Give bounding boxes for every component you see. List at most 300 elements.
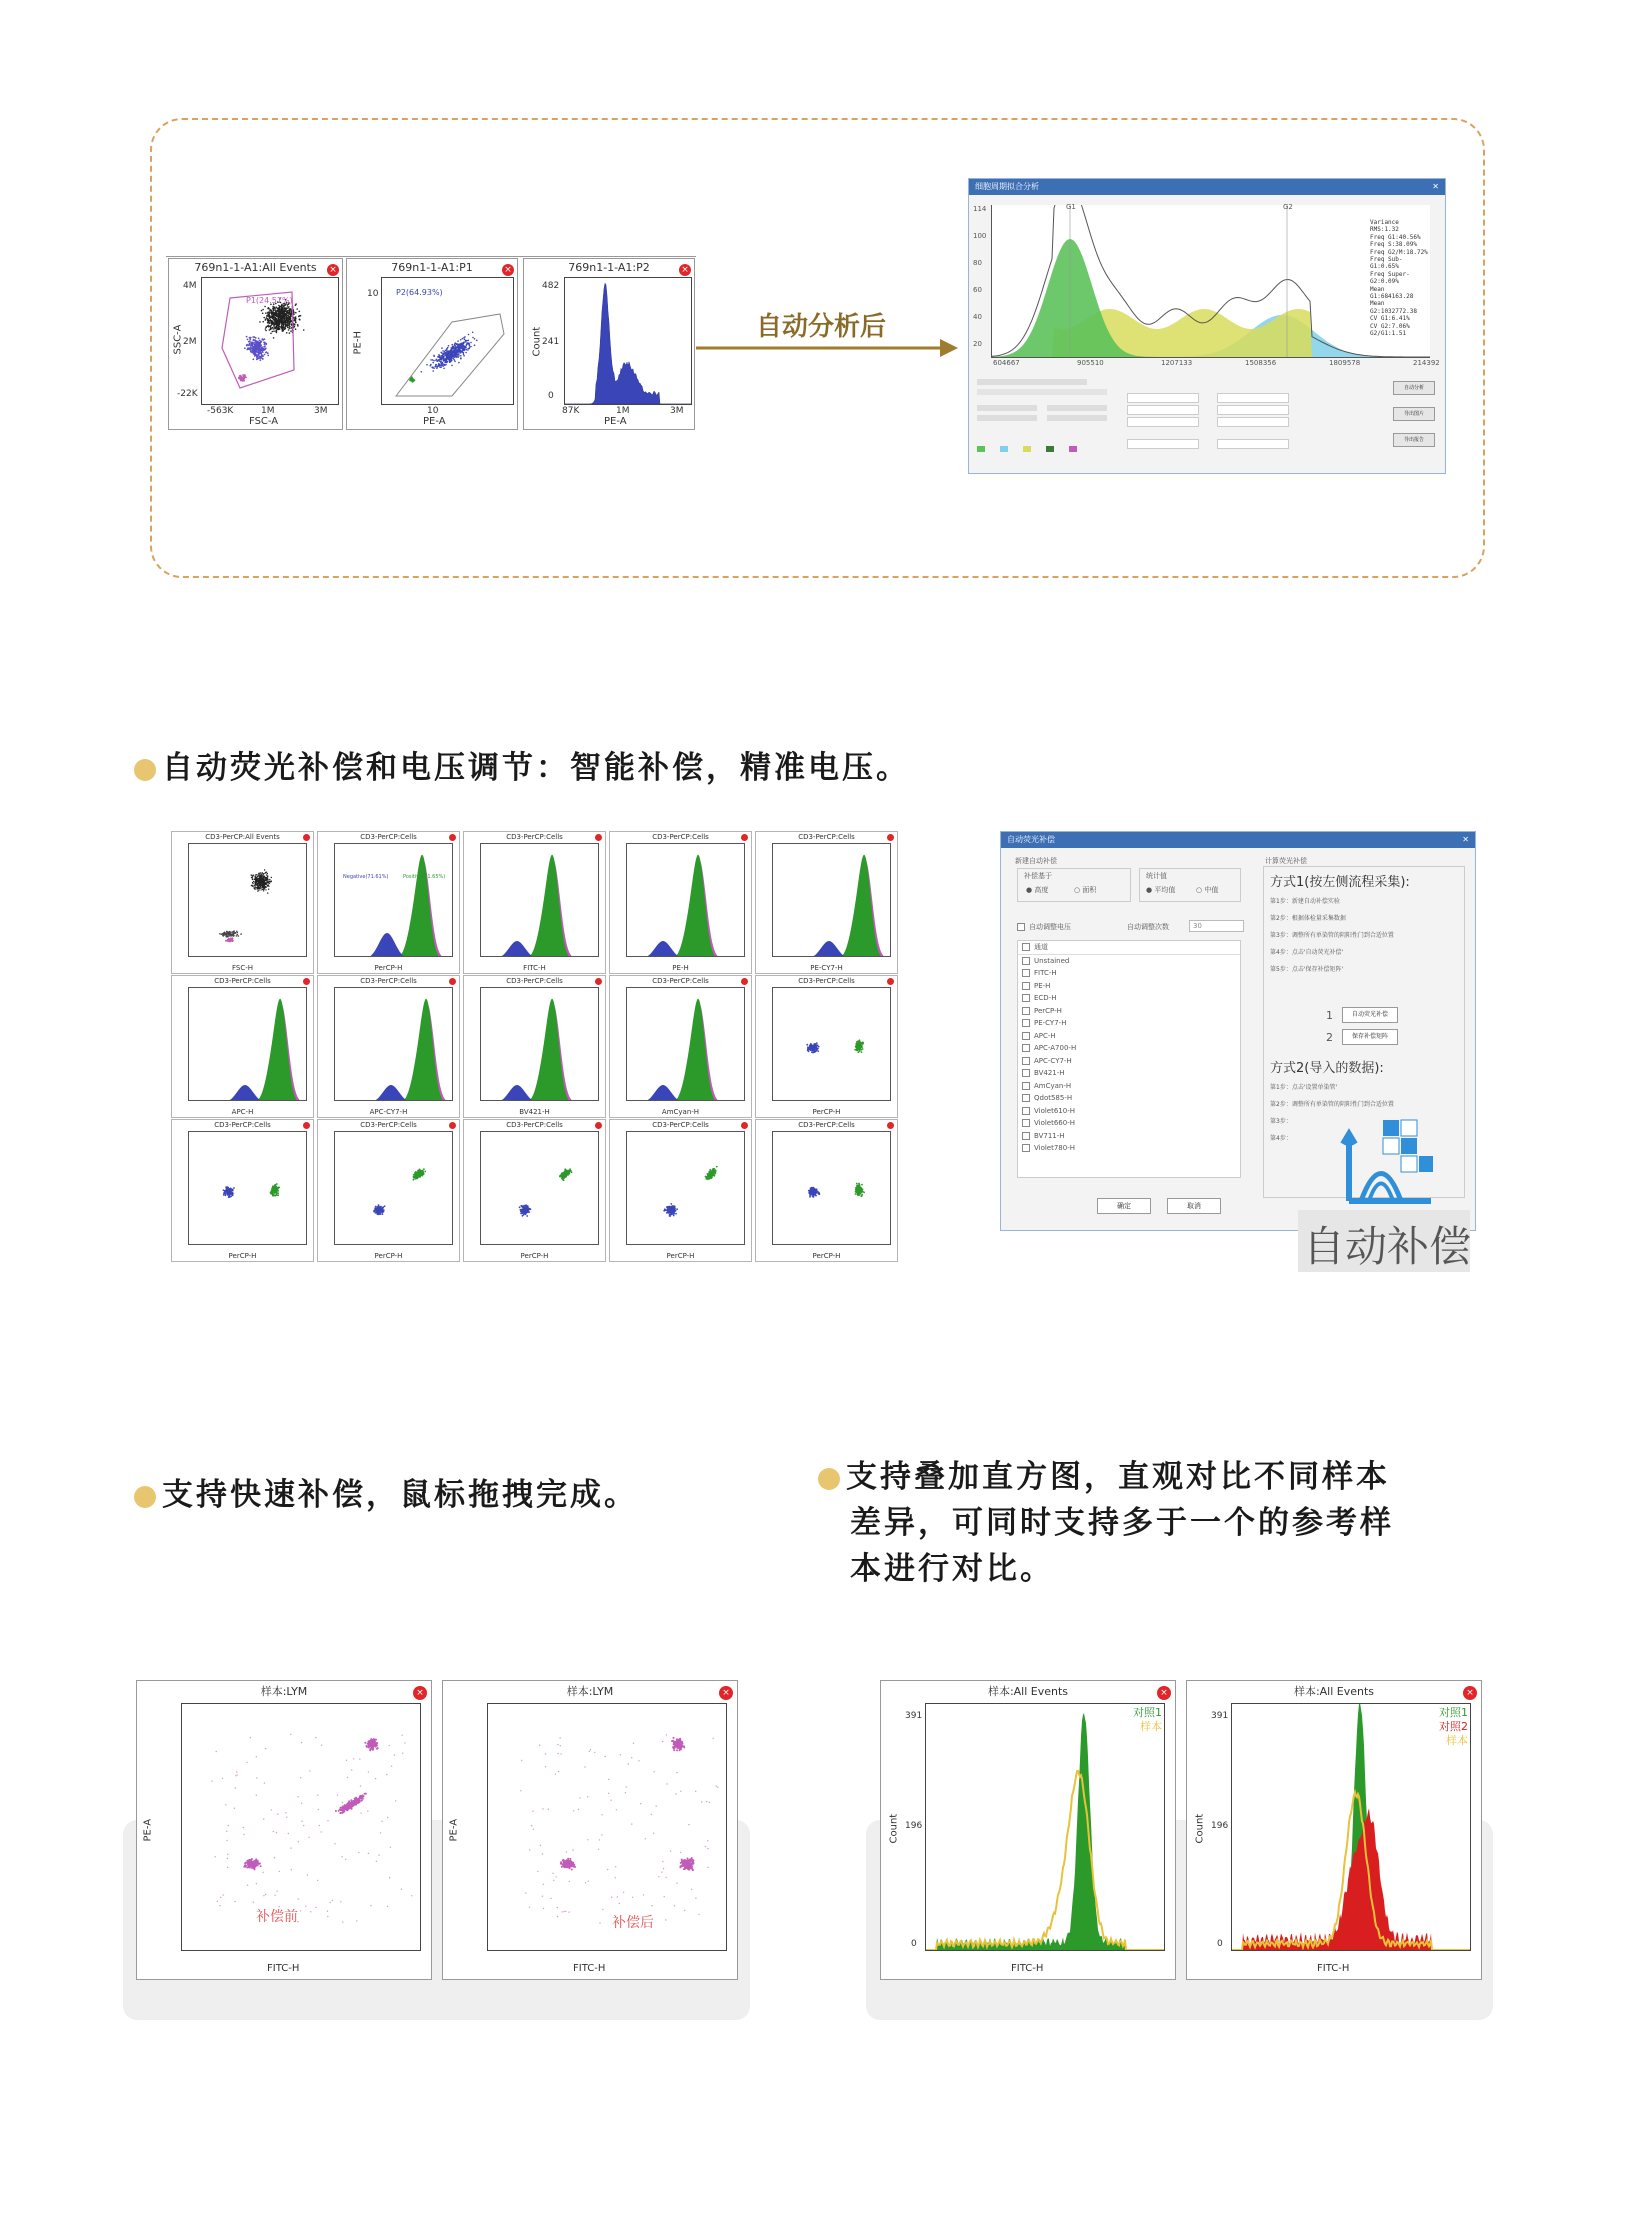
data-point bbox=[298, 1841, 299, 1842]
close-icon[interactable] bbox=[887, 978, 894, 985]
data-point bbox=[288, 319, 290, 321]
data-point bbox=[291, 324, 293, 326]
data-point bbox=[373, 1738, 375, 1740]
data-point bbox=[443, 368, 445, 370]
y-tick: 114 bbox=[973, 205, 987, 213]
data-point bbox=[285, 1812, 286, 1813]
data-point bbox=[285, 321, 287, 323]
data-point bbox=[253, 1863, 255, 1865]
data-point bbox=[806, 1044, 808, 1046]
data-point bbox=[391, 1766, 392, 1767]
data-point bbox=[250, 337, 252, 339]
data-point bbox=[356, 1800, 358, 1802]
mini-plot bbox=[481, 988, 599, 1101]
mini-plot bbox=[481, 1132, 599, 1245]
data-point bbox=[249, 1862, 251, 1864]
data-point bbox=[456, 347, 458, 349]
data-point bbox=[295, 304, 297, 306]
top-plot-baseline bbox=[166, 256, 696, 257]
control-row bbox=[1047, 415, 1107, 421]
channel-row[interactable]: PE-H bbox=[1022, 980, 1240, 993]
compensation-plot bbox=[171, 831, 314, 974]
data-point bbox=[274, 1195, 276, 1197]
data-point bbox=[856, 1183, 858, 1185]
data-point bbox=[251, 344, 253, 346]
close-icon[interactable] bbox=[741, 978, 748, 985]
x-axis-label: FITC-H bbox=[267, 1963, 300, 1974]
data-point bbox=[283, 315, 285, 317]
data-point bbox=[451, 344, 453, 346]
channel-row[interactable]: Unstained bbox=[1022, 955, 1240, 968]
close-icon[interactable] bbox=[887, 834, 894, 841]
data-point bbox=[858, 1045, 860, 1047]
data-point bbox=[474, 338, 476, 340]
plot-title: CD3-PerCP:Cells bbox=[506, 833, 563, 841]
data-point bbox=[267, 885, 268, 886]
data-point bbox=[339, 1812, 341, 1814]
data-point bbox=[440, 362, 442, 364]
data-point bbox=[278, 319, 280, 321]
x-tick: 1508356 bbox=[1245, 359, 1277, 367]
data-point bbox=[372, 1749, 374, 1751]
data-point bbox=[670, 1203, 672, 1205]
data-point bbox=[252, 336, 254, 338]
data-point bbox=[266, 878, 267, 879]
heading-line: 支持叠加直方图，直观对比不同样本 bbox=[846, 1459, 1390, 1495]
data-point bbox=[245, 1865, 247, 1867]
data-point bbox=[265, 1894, 266, 1895]
field-box[interactable] bbox=[1217, 417, 1289, 427]
data-point bbox=[285, 309, 287, 311]
channel-header: 通道 bbox=[1018, 941, 1240, 955]
field-box[interactable] bbox=[1217, 405, 1289, 415]
data-point bbox=[243, 1834, 244, 1835]
compensation-plot-grid bbox=[171, 831, 903, 1263]
channel-row[interactable]: Violet660-H bbox=[1022, 1117, 1240, 1130]
data-point bbox=[370, 1905, 371, 1906]
radio-height[interactable]: ● 高度 bbox=[1026, 886, 1049, 894]
channel-row[interactable]: AmCyan-H bbox=[1022, 1080, 1240, 1093]
compensation-plot bbox=[755, 831, 898, 974]
data-point bbox=[346, 1760, 347, 1761]
data-point bbox=[669, 1214, 671, 1216]
data-point bbox=[265, 1748, 266, 1749]
data-point bbox=[466, 349, 468, 351]
data-point bbox=[691, 1857, 693, 1859]
chart-area bbox=[991, 205, 1430, 358]
data-point bbox=[337, 1794, 338, 1795]
auto-analyze-button[interactable]: 自动分析 bbox=[1393, 381, 1435, 395]
data-point bbox=[296, 308, 298, 310]
plot-title: CD3-PerCP:Cells bbox=[506, 977, 563, 985]
data-point bbox=[226, 1831, 227, 1832]
data-point bbox=[283, 325, 285, 327]
data-point bbox=[263, 890, 264, 891]
close-icon[interactable]: × bbox=[502, 264, 514, 276]
data-point bbox=[275, 318, 277, 320]
channel-row[interactable]: Qdot585-H bbox=[1022, 1092, 1240, 1105]
plot-title: CD3-PerCP:All Events bbox=[205, 833, 280, 841]
compensation-plot bbox=[609, 975, 752, 1118]
scatter-points bbox=[520, 1734, 718, 1924]
panel-title: 769n1-1-A1:P1 bbox=[391, 261, 473, 274]
data-point bbox=[270, 326, 272, 328]
data-point bbox=[244, 374, 246, 376]
data-point bbox=[267, 313, 269, 315]
data-point bbox=[692, 1859, 694, 1861]
data-point bbox=[293, 320, 295, 322]
data-point bbox=[231, 1193, 233, 1195]
data-point bbox=[301, 1803, 302, 1804]
auto-compensate-button[interactable]: 自动荧光补偿 bbox=[1342, 1007, 1398, 1023]
data-point bbox=[272, 320, 274, 322]
data-point bbox=[687, 1858, 689, 1860]
auto-compensation-window bbox=[1000, 831, 1476, 1231]
data-point bbox=[562, 1176, 564, 1178]
data-point bbox=[711, 1177, 713, 1179]
data-point bbox=[258, 338, 260, 340]
data-point bbox=[680, 1862, 682, 1864]
channel-row[interactable]: PerCP-H bbox=[1022, 1005, 1240, 1018]
data-point bbox=[269, 881, 270, 882]
data-point bbox=[265, 889, 266, 890]
export-report-button[interactable]: 导出报告 bbox=[1393, 433, 1435, 447]
data-point bbox=[257, 884, 258, 885]
data-point bbox=[810, 1048, 812, 1050]
field-box[interactable] bbox=[1127, 417, 1199, 427]
data-point bbox=[266, 315, 268, 317]
step-text: 第2步：调整所有单染管的阴阳性门到合适位置 bbox=[1270, 1101, 1394, 1108]
data-point bbox=[672, 1209, 674, 1211]
stat-line: Mean G1:684163.28 bbox=[1370, 285, 1414, 301]
data-point bbox=[298, 1898, 299, 1899]
field-box[interactable] bbox=[1217, 393, 1289, 403]
data-point bbox=[705, 1176, 707, 1178]
data-point bbox=[858, 1048, 860, 1050]
data-point bbox=[269, 315, 271, 317]
data-point bbox=[288, 324, 290, 326]
data-point bbox=[285, 314, 287, 316]
cancel-button[interactable]: 取消 bbox=[1167, 1198, 1221, 1214]
data-point bbox=[460, 343, 462, 345]
close-icon[interactable]: ✕ bbox=[1432, 182, 1439, 191]
close-icon[interactable]: ✕ bbox=[1462, 835, 1469, 844]
data-point bbox=[259, 348, 261, 350]
data-point bbox=[451, 355, 453, 357]
channel-row[interactable]: BV711-H bbox=[1022, 1130, 1240, 1143]
data-point bbox=[458, 348, 460, 350]
x-tick: 3M bbox=[670, 406, 684, 416]
field-box[interactable] bbox=[1127, 405, 1199, 415]
radio-mean[interactable]: ● 平均值 bbox=[1146, 886, 1176, 894]
data-point bbox=[223, 1192, 225, 1194]
legend-swatches bbox=[977, 437, 1077, 456]
data-point bbox=[318, 1809, 319, 1810]
plot-area bbox=[626, 1131, 745, 1245]
x-tick: 10 bbox=[427, 406, 439, 416]
data-point bbox=[376, 1209, 378, 1211]
data-point bbox=[445, 353, 447, 355]
data-point bbox=[377, 1212, 379, 1214]
close-icon[interactable] bbox=[595, 834, 602, 841]
stat-line: Mean G2:1032772.38 bbox=[1370, 300, 1417, 315]
data-point bbox=[300, 1777, 301, 1778]
step-text: 第1步：新建自动补偿实验 bbox=[1270, 898, 1340, 905]
data-point bbox=[414, 1176, 416, 1178]
channel-row[interactable]: Violet610-H bbox=[1022, 1105, 1240, 1118]
data-point bbox=[330, 1902, 331, 1903]
data-point bbox=[263, 348, 265, 350]
save-matrix-button[interactable]: 保存补偿矩阵 bbox=[1342, 1029, 1398, 1045]
data-point bbox=[818, 1193, 820, 1195]
close-icon[interactable] bbox=[449, 978, 456, 985]
data-point bbox=[447, 361, 449, 363]
data-point bbox=[273, 330, 275, 332]
data-point bbox=[260, 888, 261, 889]
data-point bbox=[256, 359, 258, 361]
data-point bbox=[433, 356, 435, 358]
data-point bbox=[413, 1174, 415, 1176]
data-point bbox=[356, 1920, 357, 1921]
y-tick: 20 bbox=[973, 340, 982, 348]
section3-left-heading bbox=[134, 1469, 638, 1514]
heading-text: 自动荧光补偿和电压调节：智能补偿，精准电压。 bbox=[162, 750, 910, 786]
plot-area bbox=[480, 843, 599, 957]
x-tick: 214392 bbox=[1413, 359, 1440, 367]
data-point bbox=[254, 886, 255, 887]
data-point bbox=[468, 342, 470, 344]
stat-line: Freq Super-G2:0.09% bbox=[1370, 270, 1410, 286]
data-point bbox=[264, 887, 265, 888]
data-point bbox=[286, 1817, 287, 1818]
data-point bbox=[275, 322, 277, 324]
scatter-points bbox=[409, 332, 478, 383]
close-icon[interactable] bbox=[595, 1122, 602, 1129]
close-icon[interactable] bbox=[595, 978, 602, 985]
channel-row[interactable]: BV421-H bbox=[1022, 1067, 1240, 1080]
data-point bbox=[454, 348, 456, 350]
auto-count-label: 自动调整次数 bbox=[1127, 923, 1169, 931]
channel-row[interactable]: Violet780-H bbox=[1022, 1142, 1240, 1155]
plot-area bbox=[334, 1131, 453, 1245]
data-point bbox=[255, 344, 257, 346]
data-point bbox=[389, 1745, 390, 1746]
data-point bbox=[463, 337, 465, 339]
data-point bbox=[358, 1798, 360, 1800]
channel-row[interactable]: FITC-H bbox=[1022, 967, 1240, 980]
data-point bbox=[378, 1209, 380, 1211]
data-point bbox=[295, 321, 297, 323]
data-point bbox=[287, 327, 289, 329]
data-point bbox=[373, 1211, 375, 1213]
close-icon[interactable] bbox=[303, 1122, 310, 1129]
stat-line: Variance bbox=[1370, 219, 1399, 226]
close-icon[interactable] bbox=[887, 1122, 894, 1129]
y-tick: 4M bbox=[183, 281, 197, 291]
data-point bbox=[814, 1189, 816, 1191]
data-point bbox=[468, 348, 470, 350]
close-icon[interactable] bbox=[449, 1122, 456, 1129]
channel-row[interactable]: ECD-H bbox=[1022, 992, 1240, 1005]
field-box[interactable] bbox=[1127, 439, 1199, 449]
x-axis-label: FSC-H bbox=[231, 964, 254, 972]
export-image-button[interactable]: 导出图片 bbox=[1393, 407, 1435, 421]
data-point bbox=[219, 1905, 220, 1906]
data-point bbox=[265, 319, 267, 321]
data-point bbox=[228, 940, 230, 942]
data-point bbox=[861, 1044, 863, 1046]
data-point bbox=[265, 312, 267, 314]
channel-row[interactable]: APC-H bbox=[1022, 1030, 1240, 1043]
data-point bbox=[277, 325, 279, 327]
data-point bbox=[227, 1187, 229, 1189]
group-label: 计算荧光补偿 bbox=[1265, 857, 1307, 865]
close-icon[interactable] bbox=[741, 1122, 748, 1129]
close-icon[interactable] bbox=[303, 978, 310, 985]
data-point bbox=[265, 330, 267, 332]
data-point bbox=[262, 1872, 263, 1873]
data-point bbox=[360, 1785, 361, 1786]
radio-area[interactable]: ○ 面积 bbox=[1074, 886, 1097, 894]
data-point bbox=[378, 1854, 379, 1855]
data-point bbox=[249, 340, 251, 342]
data-point bbox=[216, 1751, 217, 1752]
data-point bbox=[685, 1864, 687, 1866]
channel-row[interactable]: APC-CY7-H bbox=[1022, 1055, 1240, 1068]
data-point bbox=[379, 1207, 381, 1209]
data-point bbox=[463, 354, 465, 356]
channel-row[interactable]: PE-CY7-H bbox=[1022, 1017, 1240, 1030]
channel-row[interactable]: APC-A700-H bbox=[1022, 1042, 1240, 1055]
data-point bbox=[342, 1806, 344, 1808]
data-point bbox=[358, 1852, 359, 1853]
data-point bbox=[259, 321, 261, 323]
data-point bbox=[681, 1859, 683, 1861]
close-icon[interactable] bbox=[303, 834, 310, 841]
data-point bbox=[252, 878, 253, 879]
auto-voltage-checkbox[interactable]: 自动调整电压 bbox=[1017, 922, 1071, 932]
plot-area bbox=[480, 987, 599, 1101]
data-point bbox=[309, 1770, 310, 1771]
data-point bbox=[280, 312, 282, 314]
stat-line: CV G1:6.41% bbox=[1370, 315, 1410, 323]
data-point bbox=[290, 313, 292, 315]
data-point bbox=[271, 877, 272, 878]
data-point bbox=[258, 1863, 260, 1865]
data-point bbox=[290, 316, 292, 318]
method1-title: 方式1(按左侧流程采集): bbox=[1270, 875, 1410, 890]
data-point bbox=[251, 1858, 253, 1860]
y-tick: 60 bbox=[973, 286, 982, 294]
panel-title: 769n1-1-A1:All Events bbox=[194, 261, 317, 274]
data-point bbox=[454, 345, 456, 347]
data-point bbox=[289, 322, 291, 324]
data-point bbox=[413, 1179, 415, 1181]
field-box[interactable] bbox=[1127, 393, 1199, 403]
close-icon[interactable]: × bbox=[679, 264, 691, 276]
data-point bbox=[274, 1184, 276, 1186]
data-point bbox=[321, 1831, 322, 1832]
data-point bbox=[263, 880, 264, 881]
data-point bbox=[272, 327, 274, 329]
data-point bbox=[262, 321, 264, 323]
data-point bbox=[384, 1205, 386, 1207]
data-point bbox=[681, 1743, 683, 1745]
data-point bbox=[301, 1742, 302, 1743]
data-point bbox=[271, 880, 272, 881]
data-point bbox=[259, 885, 260, 886]
y-tick: 80 bbox=[973, 259, 982, 267]
data-point bbox=[266, 874, 267, 875]
data-point bbox=[248, 1866, 250, 1868]
data-point bbox=[813, 1196, 815, 1198]
data-point bbox=[469, 345, 471, 347]
auto-count-input[interactable]: 30 bbox=[1189, 920, 1244, 932]
data-point bbox=[265, 352, 267, 354]
data-point bbox=[470, 342, 472, 344]
data-point bbox=[810, 1190, 812, 1192]
data-point bbox=[571, 1171, 573, 1173]
data-point bbox=[863, 1192, 865, 1194]
close-icon[interactable] bbox=[449, 834, 456, 841]
channel-list bbox=[1017, 940, 1241, 1178]
mini-plot bbox=[773, 1132, 891, 1245]
data-point bbox=[855, 1189, 857, 1191]
control-row bbox=[977, 405, 1037, 411]
data-point bbox=[230, 933, 232, 935]
data-point bbox=[250, 351, 252, 353]
data-point bbox=[295, 328, 297, 330]
data-point bbox=[259, 344, 261, 346]
compensation-plot bbox=[755, 975, 898, 1118]
field-box[interactable] bbox=[1217, 439, 1289, 449]
y-axis-label: Count bbox=[531, 326, 543, 357]
data-point bbox=[813, 1194, 815, 1196]
close-icon[interactable]: × bbox=[327, 264, 339, 276]
data-point bbox=[441, 359, 443, 361]
fsc-ssc-plot-panel bbox=[168, 258, 343, 430]
data-point bbox=[241, 379, 243, 381]
data-point bbox=[419, 1174, 421, 1176]
data-point bbox=[258, 878, 259, 879]
data-point bbox=[269, 879, 270, 880]
data-point bbox=[460, 355, 462, 357]
data-point bbox=[255, 882, 256, 883]
close-icon[interactable]: × bbox=[413, 1686, 427, 1700]
data-point bbox=[363, 1795, 365, 1797]
close-icon[interactable]: × bbox=[719, 1686, 733, 1700]
data-point bbox=[260, 357, 262, 359]
data-point bbox=[415, 1174, 417, 1176]
method2-title: 方式2(导入的数据): bbox=[1270, 1061, 1384, 1076]
data-point bbox=[259, 888, 260, 889]
y-tick: 0 bbox=[548, 391, 554, 401]
data-point bbox=[386, 1774, 387, 1775]
radio-median[interactable]: ○ 中值 bbox=[1196, 886, 1219, 894]
data-point bbox=[449, 357, 451, 359]
step-text: 第4步：点击'自动荧光补偿' bbox=[1270, 949, 1344, 956]
data-point bbox=[335, 1810, 337, 1812]
data-point bbox=[569, 1858, 571, 1860]
data-point bbox=[287, 322, 289, 324]
data-point bbox=[256, 887, 257, 888]
close-icon[interactable] bbox=[741, 834, 748, 841]
data-point bbox=[459, 343, 461, 345]
data-point bbox=[686, 1867, 688, 1869]
ok-button[interactable]: 确定 bbox=[1097, 1198, 1151, 1214]
data-point bbox=[230, 935, 232, 937]
cell-cycle-analysis-window bbox=[968, 178, 1446, 474]
